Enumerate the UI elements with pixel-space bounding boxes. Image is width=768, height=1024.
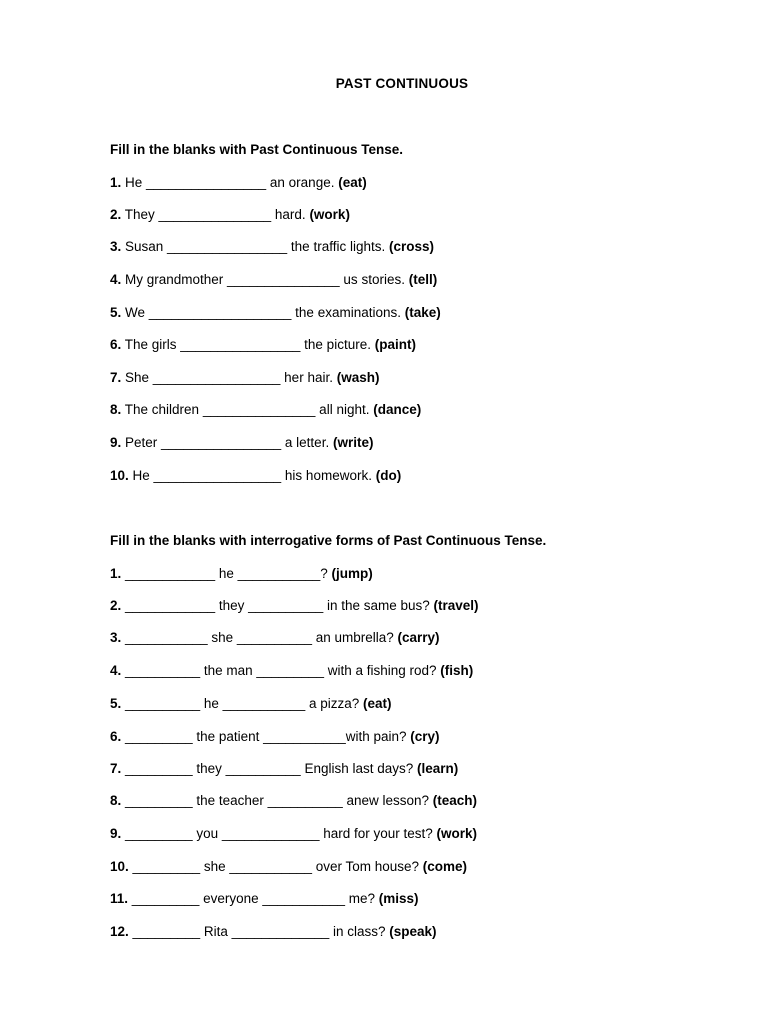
item-verb-hint: (travel) <box>433 598 479 613</box>
exercise-item <box>110 238 434 256</box>
exercise-item <box>110 206 350 224</box>
item-sentence: __________ the man _________ with a fishing rod? <box>121 663 441 678</box>
item-verb-hint: (do) <box>375 468 402 483</box>
item-number: 1. <box>110 175 122 190</box>
item-number: 4. <box>110 272 122 287</box>
item-number: 9. <box>110 826 122 841</box>
item-sentence: _________ the patient ___________with pain? <box>121 729 411 744</box>
item-sentence: The children _______________ all night. <box>121 402 374 417</box>
item-number: 7. <box>110 370 122 385</box>
item-verb-hint: (work) <box>436 826 478 841</box>
item-verb-hint: (write) <box>332 435 374 450</box>
item-sentence: _________ you _____________ hard for your test? <box>121 826 437 841</box>
item-verb-hint: (teach) <box>432 793 478 808</box>
item-sentence: _________ Rita _____________ in class? <box>128 924 390 939</box>
item-sentence: ____________ they __________ in the same bus? <box>121 598 434 613</box>
exercise-item <box>110 792 477 810</box>
item-sentence: He _________________ his homework. <box>128 468 376 483</box>
exercise-item <box>110 174 367 192</box>
item-verb-hint: (tell) <box>408 272 438 287</box>
item-number: 6. <box>110 337 122 352</box>
exercise-item <box>110 662 473 680</box>
item-verb-hint: (eat) <box>363 696 392 711</box>
item-number: 2. <box>110 207 122 222</box>
section2-heading: Fill in the blanks with interrogative forms of Past Continuous Tense. <box>110 533 547 548</box>
item-sentence: Susan ________________ the traffic lights. <box>121 239 389 254</box>
item-sentence: __________ he ___________ a pizza? <box>121 696 363 711</box>
item-verb-hint: (dance) <box>373 402 422 417</box>
page-title: PAST CONTINUOUS <box>335 76 469 91</box>
exercise-item <box>110 336 416 354</box>
item-sentence: ____________ he ___________? <box>121 566 332 581</box>
item-number: 1. <box>110 566 122 581</box>
exercise-item <box>110 825 477 843</box>
item-verb-hint: (miss) <box>378 891 419 906</box>
item-number: 11. <box>110 891 129 906</box>
item-number: 12. <box>110 924 129 939</box>
exercise-item <box>110 369 379 387</box>
item-number: 8. <box>110 793 122 808</box>
item-sentence: _________ she ___________ over Tom house? <box>128 859 423 874</box>
item-verb-hint: (cross) <box>388 239 434 254</box>
item-number: 7. <box>110 761 122 776</box>
exercise-item <box>110 629 440 647</box>
item-verb-hint: (come) <box>422 859 468 874</box>
item-verb-hint: (carry) <box>397 630 440 645</box>
exercise-item <box>110 434 373 452</box>
item-sentence: She _________________ her hair. <box>121 370 337 385</box>
exercise-item <box>110 467 401 485</box>
section1-heading: Fill in the blanks with Past Continuous Tense. <box>110 142 404 157</box>
item-verb-hint: (fish) <box>440 663 474 678</box>
item-number: 3. <box>110 630 122 645</box>
item-sentence: _________ everyone ___________ me? <box>128 891 379 906</box>
item-verb-hint: (wash) <box>336 370 380 385</box>
item-number: 6. <box>110 729 122 744</box>
item-number: 2. <box>110 598 122 613</box>
exercise-item <box>110 858 467 876</box>
item-verb-hint: (learn) <box>417 761 459 776</box>
item-sentence: We ___________________ the examinations. <box>121 305 405 320</box>
item-sentence: Peter ________________ a letter. <box>121 435 333 450</box>
item-number: 3. <box>110 239 122 254</box>
item-sentence: The girls ________________ the picture. <box>121 337 375 352</box>
item-verb-hint: (take) <box>404 305 441 320</box>
exercise-item <box>110 401 421 419</box>
item-sentence: He ________________ an orange. <box>121 175 339 190</box>
item-sentence: _________ the teacher __________ anew lesson? <box>121 793 433 808</box>
item-verb-hint: (eat) <box>338 175 367 190</box>
item-sentence: ___________ she __________ an umbrella? <box>121 630 398 645</box>
item-verb-hint: (paint) <box>374 337 416 352</box>
exercise-item <box>110 565 373 583</box>
item-sentence: My grandmother _______________ us stories. <box>121 272 409 287</box>
exercise-item <box>110 695 392 713</box>
exercise-item <box>110 760 458 778</box>
item-sentence: _________ they __________ English last days? <box>121 761 417 776</box>
item-number: 9. <box>110 435 122 450</box>
item-number: 5. <box>110 305 122 320</box>
item-number: 10. <box>110 859 129 874</box>
item-sentence: They _______________ hard. <box>121 207 310 222</box>
item-number: 8. <box>110 402 122 417</box>
item-verb-hint: (speak) <box>389 924 437 939</box>
item-verb-hint: (cry) <box>410 729 440 744</box>
exercise-item <box>110 890 419 908</box>
item-number: 5. <box>110 696 122 711</box>
exercise-item <box>110 304 441 322</box>
item-number: 10. <box>110 468 129 483</box>
exercise-item <box>110 271 437 289</box>
exercise-item <box>110 923 437 941</box>
item-verb-hint: (work) <box>309 207 350 222</box>
item-number: 4. <box>110 663 122 678</box>
exercise-item <box>110 728 440 746</box>
exercise-item <box>110 597 479 615</box>
item-verb-hint: (jump) <box>331 566 373 581</box>
